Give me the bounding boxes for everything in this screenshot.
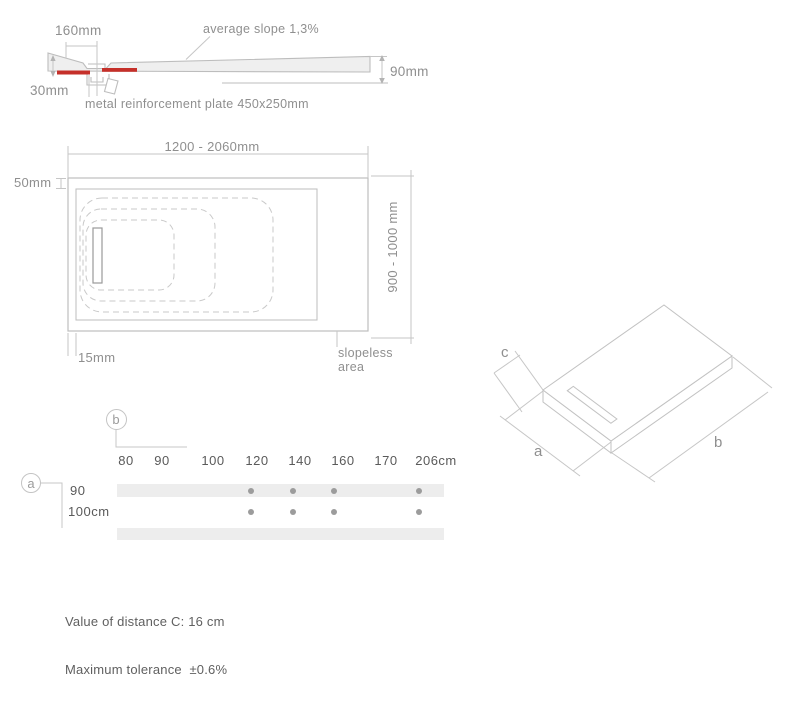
slope-contours: [80, 198, 273, 312]
slope-leader: [186, 37, 210, 60]
size-table-column-header: 140: [288, 453, 312, 468]
row-axis-letter: a: [27, 475, 35, 491]
slopeless-label-line2: area: [338, 360, 365, 374]
b-axis-connector: [116, 430, 187, 447]
length-range-label: 1200 - 2060mm: [164, 139, 260, 154]
trap-spout: [105, 79, 119, 95]
note-tolerance: Maximum tolerance ±0.6%: [65, 662, 228, 677]
plate-label: metal reinforcement plate 450x250mm: [85, 97, 309, 111]
isometric-drawing: [543, 305, 732, 453]
height-label: 90mm: [390, 64, 429, 79]
trap-body: [87, 74, 109, 85]
drain-offset-label: 160mm: [55, 23, 102, 38]
footnotes: [65, 582, 227, 710]
plan-view-drawing: [68, 178, 368, 331]
size-table-column-header: 120: [245, 453, 269, 468]
table-row-label-90: 90: [70, 483, 86, 498]
table-row-label-100cm: 100cm: [68, 504, 110, 519]
width-range-label: 900 - 1000 mm: [385, 201, 400, 293]
cross-section-drawing: [48, 53, 388, 94]
side-gap-label: 15mm: [78, 350, 116, 365]
tray-outline: [68, 178, 368, 331]
tray-profile: [48, 53, 370, 72]
reinforcement-plate-left: [57, 71, 90, 75]
a-axis-connector: [41, 483, 62, 528]
size-table-column-header: 100: [201, 453, 225, 468]
slopeless-label-line1: slopeless: [338, 346, 393, 360]
reinforcement-plate-right: [102, 68, 137, 72]
top-gap-label: 50mm: [14, 175, 52, 190]
slope-label: average slope 1,3%: [203, 22, 319, 36]
size-table-column-header: 170: [374, 453, 398, 468]
size-table-column-header: 90: [154, 453, 170, 468]
size-table-column-header: 206cm: [415, 453, 457, 468]
size-table-column-header: 80: [118, 453, 134, 468]
column-axis-letter: b: [112, 411, 120, 427]
iso-dim-a-label: a: [534, 443, 543, 460]
note-distance-c: Value of distance C: 16 cm: [65, 614, 225, 629]
edge-height-label: 30mm: [30, 83, 69, 98]
size-table-column-header: 160: [331, 453, 355, 468]
iso-dim-c-label: c: [501, 344, 509, 361]
table-axis-connectors: [41, 430, 187, 528]
iso-dim-b-label: b: [714, 434, 723, 451]
drain-slot: [93, 228, 102, 283]
